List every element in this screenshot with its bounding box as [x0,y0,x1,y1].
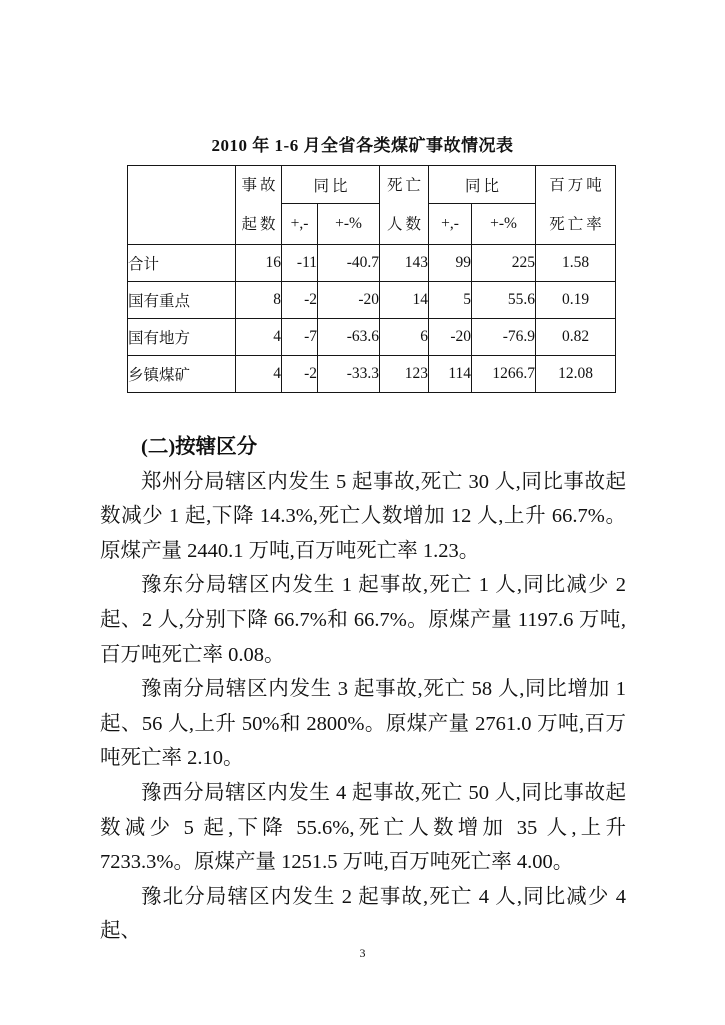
header-plusminus-accidents: +,- [282,204,318,245]
table-row-total [128,245,616,282]
cell-deaths: 123 [380,356,429,393]
cell-deaths: 6 [380,319,429,356]
cell-death-pct: 225 [472,245,536,282]
cell-rate: 12.08 [536,356,616,393]
header-million-ton-rate-line2: 死亡率 [549,216,605,233]
cell-acc-diff: -11 [282,245,318,282]
cell-death-diff: 114 [429,356,472,393]
header-death-count-line2: 人数 [387,216,425,233]
header-yoy-accidents: 同比 [282,166,380,204]
header-death-count-line1: 死亡 [387,177,425,194]
cell-deaths: 143 [380,245,429,282]
cell-accidents: 4 [236,356,282,393]
paragraph-yudong: 豫东分局辖区内发生 1 起事故,死亡 1 人,同比减少 2 起、2 人,分别下降 66.7%和 66.7%。原煤产量 1197.6 万吨,百万吨死亡率 0.08。 [100,574,626,666]
header-plusminus-deaths: +,- [429,204,472,245]
header-pct-deaths: +-% [472,204,536,245]
header-yoy-deaths: 同比 [429,166,536,204]
cell-death-diff: 99 [429,245,472,282]
cell-death-diff: 5 [429,282,472,319]
cell-acc-pct: -63.6 [318,319,380,356]
cell-death-diff: -20 [429,319,472,356]
cell-death-pct: -76.9 [472,319,536,356]
header-accident-count-line1: 事故 [241,177,279,194]
table-row-state-key [128,282,616,319]
cell-accidents: 4 [236,319,282,356]
table-row-township [128,356,616,393]
header-million-ton-rate-line1: 百万吨 [549,177,605,194]
accident-stats-table [127,165,616,393]
header-accident-count [236,166,282,245]
row-label: 乡镇煤矿 [128,356,236,393]
cell-accidents: 8 [236,282,282,319]
cell-rate: 1.58 [536,245,616,282]
header-death-count [380,166,429,245]
cell-acc-pct: -33.3 [318,356,380,393]
cell-accidents: 16 [236,245,282,282]
cell-acc-diff: -2 [282,282,318,319]
paragraph-zhengzhou: 郑州分局辖区内发生 5 起事故,死亡 30 人,同比事故起数减少 1 起,下降 14.3%,死亡人数增加 12 人,上升 66.7%。原煤产量 2440.1 万吨,百万吨死亡率 1.23。 [100,470,626,562]
table-header-row-1 [128,166,616,204]
cell-rate: 0.19 [536,282,616,319]
cell-acc-pct: -40.7 [318,245,380,282]
table-row-state-local [128,319,616,356]
cell-acc-diff: -2 [282,356,318,393]
row-label: 国有地方 [128,319,236,356]
cell-acc-pct: -20 [318,282,380,319]
section-heading: (二)按辖区分 [141,436,258,458]
page-number: 3 [359,946,366,960]
cell-deaths: 14 [380,282,429,319]
cell-death-pct: 55.6 [472,282,536,319]
row-label: 国有重点 [128,282,236,319]
row-label: 合计 [128,245,236,282]
corner-cell-empty [128,166,236,245]
header-million-ton-rate [536,166,616,245]
paragraph-yunan: 豫南分局辖区内发生 3 起事故,死亡 58 人,同比增加 1 起、56 人,上升 50%和 2800%。原煤产量 2761.0 万吨,百万吨死亡率 2.10。 [100,678,626,770]
header-accident-count-line2: 起数 [241,216,279,233]
section-by-jurisdiction [100,430,626,949]
document-title: 2010 年 1-6 月全省各类煤矿事故情况表 [211,136,514,155]
header-pct-accidents: +-% [318,204,380,245]
cell-acc-diff: -7 [282,319,318,356]
paragraph-yuxi: 豫西分局辖区内发生 4 起事故,死亡 50 人,同比事故起数减少 5 起,下降 55.6%,死亡人数增加 35 人,上升 7233.3%。原煤产量 1251.5 万吨,百万吨死亡率 4.00。 [100,781,626,874]
cell-death-pct: 1266.7 [472,356,536,393]
paragraph-yubei: 豫北分局辖区内发生 2 起事故,死亡 4 人,同比减少 4 起、 [100,885,626,943]
cell-rate: 0.82 [536,319,616,356]
